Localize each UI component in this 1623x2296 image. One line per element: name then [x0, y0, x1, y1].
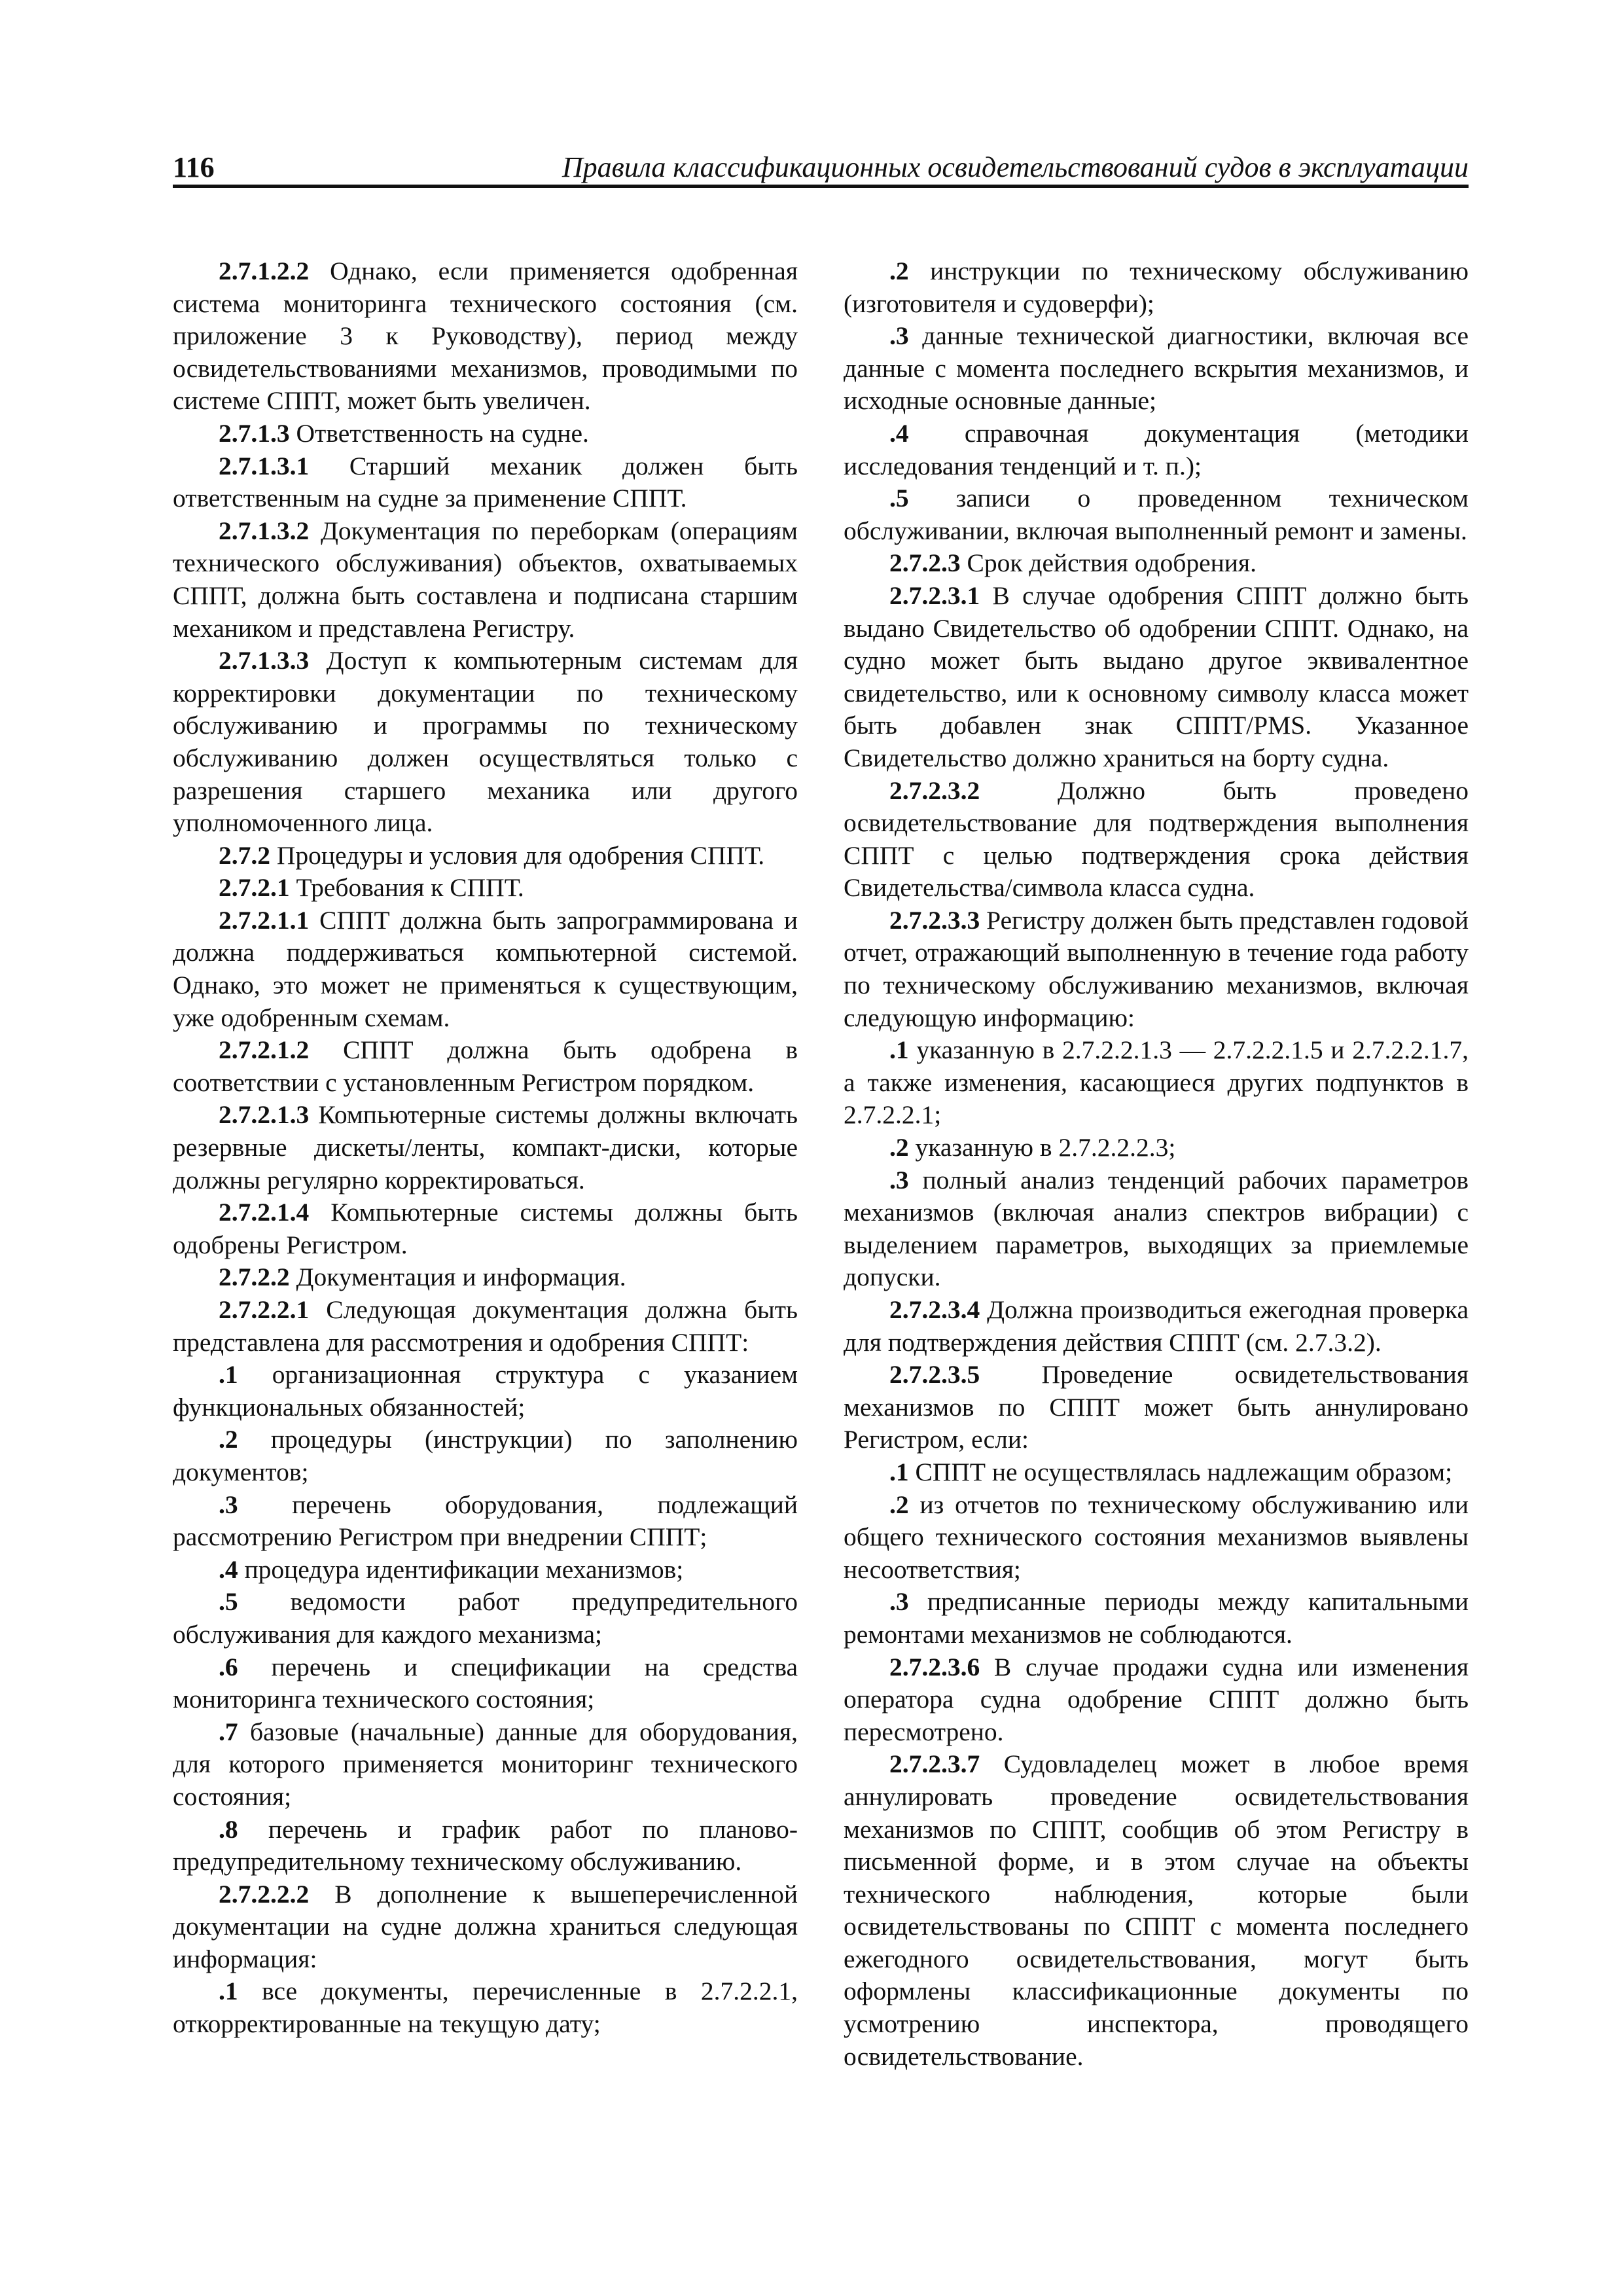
clause-text: ведомости работ предупредительного обслуживания для каждого механизма; [173, 1587, 798, 1649]
clause-text: предписанные периоды между капитальными ремонтами механизмов не соблюдаются. [844, 1587, 1469, 1649]
clause-number: .1 [889, 1457, 909, 1486]
clause-number: 2.7.2 [219, 840, 270, 870]
clause-number: 2.7.2.1.4 [219, 1198, 310, 1227]
paragraph [173, 1716, 798, 1814]
clause-number: .2 [889, 1133, 909, 1162]
paragraph [173, 1554, 798, 1587]
clause-text: организационная структура с указанием функциональных обязанностей; [173, 1360, 798, 1422]
clause-text: Требования к СППТ. [289, 873, 524, 903]
clause-text: полный анализ тенденций рабочих параметров механизмов (включая анализ спектров вибрации) с выделением параметров, выходящих за приемлемые допуски. [844, 1165, 1469, 1292]
paragraph [173, 645, 798, 840]
clause-text: Должна производиться ежегодная проверка для подтверждения действия СППТ (см. 2.7.3.2). [844, 1295, 1469, 1357]
clause-number: .3 [889, 1165, 909, 1194]
paragraph [844, 1651, 1469, 1749]
clause-text: все документы, перечисленные в 2.7.2.2.1, откорректированные на текущую дату; [173, 1977, 798, 2039]
clause-text: Регистру должен быть представлен годовой отчет, отражающий выполненную в течение года работу по техническому обслуживанию механизмов, включая следующую информацию: [844, 905, 1469, 1032]
clause-text: процедура идентификации механизмов; [238, 1554, 684, 1584]
paragraph [844, 482, 1469, 547]
clause-text: процедуры (инструкции) по заполнению документов; [173, 1425, 798, 1486]
paragraph [844, 547, 1469, 580]
clause-number: 2.7.2.2.2 [219, 1879, 310, 1909]
clause-number: .3 [889, 321, 909, 351]
clause-number: .4 [219, 1554, 238, 1584]
paragraph [173, 1359, 798, 1424]
paragraph [173, 1975, 798, 2040]
page-number: 116 [173, 151, 215, 183]
clause-number: 2.7.2.1.3 [219, 1100, 310, 1130]
paragraph [173, 255, 798, 418]
paragraph [173, 1196, 798, 1261]
paragraph [173, 515, 798, 645]
clause-number: .3 [219, 1490, 238, 1519]
paragraph [173, 840, 798, 872]
clause-text: Однако, если применяется одобренная система мониторинга технического состояния (см. приложение 3 к Руководству), период между освидетельствованиями механизмов, проводимыми по системе СППТ, может быть увеличен. [173, 257, 798, 416]
clause-text: Доступ к компьютерным системам для корректировки документации по техническому обслуживанию и программы по техническому обслуживанию должен осуществляться только с разрешения старшего механика или другого уполномоченного лица. [173, 646, 798, 838]
paragraph [844, 1456, 1469, 1489]
clause-text: Компьютерные системы должны включать резервные дискеты/ленты, компакт-диски, которые должны регулярно корректироваться. [173, 1100, 798, 1194]
running-title: Правила классификационных освидетельствований судов в эксплуатации [562, 151, 1469, 183]
paragraph [844, 905, 1469, 1034]
clause-number: 2.7.2.2 [219, 1263, 290, 1292]
clause-text: базовые (начальные) данные для оборудования, для которого применяется мониторинг технического состояния; [173, 1717, 798, 1811]
clause-number: 2.7.1.2.2 [219, 257, 310, 285]
clause-number: .2 [889, 1490, 909, 1519]
paragraph [173, 1099, 798, 1196]
clause-number: 2.7.2.3.6 [889, 1652, 980, 1681]
clause-number: 2.7.1.3.1 [219, 451, 310, 480]
clause-number: 2.7.2.3 [889, 548, 961, 578]
clause-number: 2.7.2.1.2 [219, 1035, 310, 1065]
clause-text: Проведение освидетельствования механизмов по СППТ может быть аннулировано Регистром, если: [844, 1360, 1469, 1454]
clause-number: .6 [219, 1652, 238, 1681]
paragraph [844, 418, 1469, 482]
paragraph [173, 1294, 798, 1359]
clause-number: .1 [889, 1035, 909, 1065]
clause-number: 2.7.2.3.4 [889, 1295, 980, 1324]
paragraph [844, 255, 1469, 320]
paragraph [173, 1814, 798, 1878]
clause-number: .2 [219, 1425, 238, 1454]
clause-number: .1 [219, 1977, 238, 2006]
paragraph [173, 418, 798, 450]
clause-text: записи о проведенном техническом обслуживании, включая выполненный ремонт и замены. [844, 484, 1469, 545]
paragraph [844, 1294, 1469, 1359]
clause-text: из отчетов по техническому обслуживанию или общего технического состояния механизмов выявлены несоответствия; [844, 1490, 1469, 1584]
paragraph [844, 1132, 1469, 1164]
clause-number: 2.7.2.2.1 [219, 1295, 310, 1324]
paragraph [844, 1586, 1469, 1651]
clause-text: Документация и информация. [289, 1263, 626, 1292]
right-column [844, 255, 1469, 2206]
clause-text: В случае продажи судна или изменения оператора судна одобрение СППТ должно быть пересмотрено. [844, 1652, 1469, 1746]
paragraph [844, 320, 1469, 418]
paragraph [173, 450, 798, 515]
clause-number: .7 [219, 1717, 238, 1746]
clause-number: .8 [219, 1814, 238, 1844]
paragraph [173, 1489, 798, 1554]
paragraph [844, 1748, 1469, 2073]
clause-text: указанную в 2.7.2.2.1.3 — 2.7.2.2.1.5 и 2.7.2.2.1.7, а также изменения, касающиеся других подпунктов в 2.7.2.2.1; [844, 1035, 1469, 1130]
paragraph [844, 1489, 1469, 1587]
clause-text: справочная документация (методики исследования тенденций и т. п.); [844, 418, 1469, 480]
clause-text: СППТ должна быть одобрена в соответствии с установленным Регистром порядком. [173, 1035, 798, 1097]
clause-text: Судовладелец может в любое время аннулировать проведение освидетельствования механизмов по СППТ, сообщив об этом Регистру в письменной форме, и в этом случае на объекты технического наблюдения, которые были освидетельствованы по СППТ с момента последнего ежегодного освидетельствования, могут быть оформлены классификационные документы по усмотрению инспектора, проводящего освидетельствование. [844, 1749, 1469, 2071]
paragraph [173, 1651, 798, 1716]
clause-number: 2.7.2.3.1 [889, 581, 980, 610]
clause-text: перечень оборудования, подлежащий рассмотрению Регистром при внедрении СППТ; [173, 1490, 798, 1552]
clause-text: В дополнение к вышеперечисленной документации на судне должна храниться следующая информация: [173, 1879, 798, 1973]
paragraph [844, 775, 1469, 905]
clause-text: СППТ должна быть запрограммирована и должна поддерживаться компьютерной системой. Однако, это может не применяться к существующим, уже одобренным схемам. [173, 905, 798, 1032]
clause-number: .1 [219, 1360, 238, 1390]
clause-number: .3 [889, 1587, 909, 1617]
paragraph [844, 1359, 1469, 1456]
clause-number: 2.7.1.3 [219, 418, 290, 448]
clause-number: 2.7.2.3.7 [889, 1749, 980, 1779]
clause-text: Срок действия одобрения. [960, 548, 1257, 578]
clause-number: 2.7.1.3.3 [219, 646, 310, 675]
clause-text: перечень и график работ по планово-предупредительному техническому обслуживанию. [173, 1814, 798, 1876]
clause-number: 2.7.2.3.3 [889, 905, 980, 935]
clause-number: 2.7.2.3.2 [889, 776, 980, 805]
clause-text: В случае одобрения СППТ должно быть выдано Свидетельство об одобрении СППТ. Однако, на судно может быть выдано другое эквивалентное свидетельство, или к основному символу класса может быть добавлен знак СППТ/PMS. Указанное Свидетельство должно храниться на борту судна. [844, 581, 1469, 772]
clause-number: 2.7.1.3.2 [219, 516, 310, 545]
clause-text: Компьютерные системы должны быть одобрены Регистром. [173, 1198, 798, 1259]
page-header [173, 143, 1469, 188]
clause-number: 2.7.2.1.1 [219, 905, 310, 935]
clause-number: 2.7.2.3.5 [889, 1360, 980, 1390]
paragraph [844, 580, 1469, 775]
clause-number: .5 [889, 484, 909, 513]
clause-number: 2.7.2.1 [219, 873, 290, 903]
paragraph [173, 1261, 798, 1294]
paragraph [173, 1424, 798, 1488]
paragraph [173, 1034, 798, 1099]
paragraph [173, 1878, 798, 1976]
clause-number: .4 [889, 418, 909, 448]
left-column [173, 255, 798, 2206]
paragraph [844, 1034, 1469, 1132]
clause-text: Ответственность на судне. [289, 418, 589, 448]
paragraph [173, 905, 798, 1034]
clause-text: Старший механик должен быть ответственным на судне за применение СППТ. [173, 451, 798, 513]
clause-text: Должно быть проведено освидетельствование для подтверждения выполнения СППТ с целью подтверждения срока действия Свидетельства/символа класса судна. [844, 776, 1469, 903]
clause-text: СППТ не осуществлялась надлежащим образом; [908, 1457, 1453, 1486]
paragraph [173, 872, 798, 905]
clause-text: данные технической диагностики, включая все данные с момента последнего вскрытия механизмов, и исходные основные данные; [844, 321, 1469, 416]
clause-number: .5 [219, 1587, 238, 1617]
paragraph [173, 1586, 798, 1651]
clause-text: указанную в 2.7.2.2.2.3; [908, 1133, 1176, 1162]
clause-text: Следующая документация должна быть представлена для рассмотрения и одобрения СППТ: [173, 1295, 798, 1357]
paragraph [844, 1164, 1469, 1294]
clause-number: .2 [889, 257, 909, 285]
clause-text: перечень и спецификации на средства мониторинга технического состояния; [173, 1652, 798, 1714]
clause-text: инструкции по техническому обслуживанию (изготовителя и судоверфи); [844, 257, 1469, 318]
clause-text: Процедуры и условия для одобрения СППТ. [270, 840, 765, 870]
clause-text: Документация по переборкам (операциям технического обслуживания) объектов, охватываемых СППТ, должна быть составлена и подписана старшим механиком и представлена Регистру. [173, 516, 798, 643]
